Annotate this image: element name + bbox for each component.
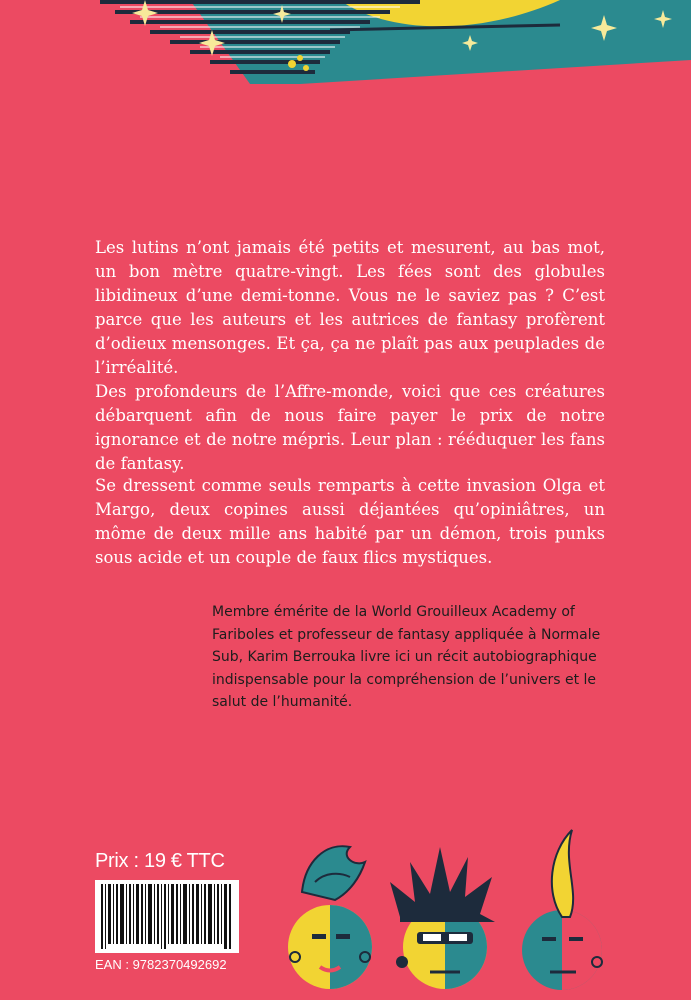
barcode-icon bbox=[95, 880, 239, 953]
price-label: Prix : 19 € TTC bbox=[95, 850, 225, 872]
punk-face-icon bbox=[522, 830, 602, 990]
punk-faces-illustration bbox=[280, 822, 691, 1000]
cover-art-top bbox=[0, 0, 691, 95]
punk-face-icon bbox=[288, 846, 372, 989]
barcode bbox=[95, 880, 239, 953]
author-bio: Membre émérite de la World Grouilleux Academy of Fariboles et professeur de fantasy appliquée à Normale Sub, Karim Berrouka livre ici un récit autobiographique indispensable pour la compréhension de l’univers et le salut de l’humanité. bbox=[212, 604, 601, 710]
punk-face-icon bbox=[390, 847, 495, 989]
blurb-paragraph: Se dressent comme seuls remparts à cette invasion Olga et Margo, deux copines aussi déjantées qu’opiniâtres, un môme de deux mille ans habité par un démon, trois punks sous acide et un couple de faux flics mystiques. bbox=[95, 476, 605, 567]
blurb-paragraph: Les lutins n’ont jamais été petits et mesurent, au bas mot, un bon mètre quatre-vingt. Les fées sont des globules libidineux d’une demi-tonne. Vous ne le saviez pas ? C’est parce que les auteurs et les autrices de fantasy profèrent d’odieux mensonges. Et ça, ça ne plaît pas aux peuplades de l’irréalité. bbox=[95, 238, 605, 377]
ean-label: EAN : 9782370492692 bbox=[95, 957, 227, 972]
blurb-paragraph: Des profondeurs de l’Affre-monde, voici que ces créatures débarquent afin de nous faire payer le prix de notre ignorance et de notre mépris. Leur plan : rééduquer les fans de fantasy. bbox=[95, 382, 605, 473]
